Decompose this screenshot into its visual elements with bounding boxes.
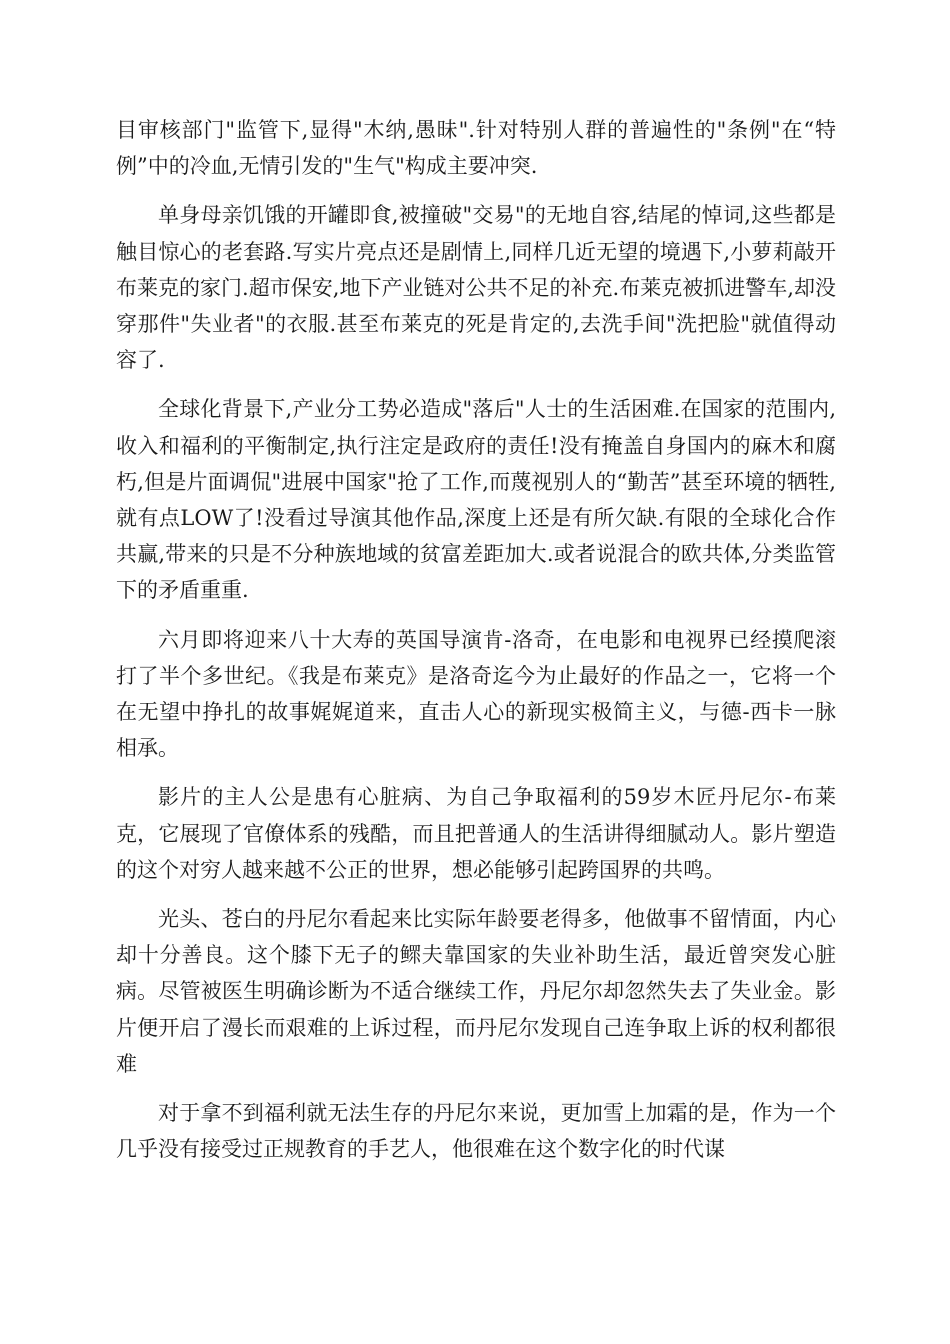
paragraph-5: 影片的主人公是患有心脏病、为自己争取福利的59岁木匠丹尼尔-布莱克，它展现了官僚体系的残酷，而且把普通人的生活讲得细腻动人。影片塑造的这个对穷人越来越不公正的世界，想必能够引起跨国界的共鸣。 [116, 785, 836, 882]
document-body [116, 112, 836, 1180]
paragraph-6: 光头、苍白的丹尼尔看起来比实际年龄要老得多，他做事不留情面，内心却十分善良。这个膝下无子的鳏夫靠国家的失业补助生活，最近曾突发心脏病。尽管被医生明确诊断为不适合继续工作，丹尼尔却忽然失去了失业金。影片便开启了漫长而艰难的上诉过程，而丹尼尔发现自己连争取上诉的权利都很难 [116, 907, 836, 1076]
paragraph-3: 全球化背景下,产业分工势必造成"落后"人士的生活困难.在国家的范围内,收入和福利的平衡制定,执行注定是政府的责任!没有掩盖自身国内的麻木和腐朽,但是片面调侃"进展中国家"抢了工作,而蔑视别人的“勤苦”甚至环境的牺牲,就有点LOW了!没看过导演其他作品,深度上还是有所欠缺.有限的全球化合作共赢,带来的只是不分种族地域的贫富差距加大.或者说混合的欧共体,分类监管下的矛盾重重. [116, 397, 836, 603]
paragraph-2: 单身母亲饥饿的开罐即食,被撞破"交易"的无地自容,结尾的悼词,这些都是触目惊心的老套路.写实片亮点还是剧情上,同样几近无望的境遇下,小萝莉敲开布莱克的家门.超市保安,地下产业链对公共不足的补充.布莱克被抓进警车,却没穿那件"失业者"的衣服.甚至布莱克的死是肯定的,去洗手间"洗把脸"就值得动容了. [116, 203, 836, 373]
paragraph-1: 目审核部门"监管下,显得"木纳,愚昧".针对特别人群的普遍性的"条例"在“特例”中的冷血,无情引发的"生气"构成主要冲突. [116, 118, 836, 179]
paragraph-4: 六月即将迎来八十大寿的英国导演肯-洛奇，在电影和电视界已经摸爬滚打了半个多世纪。《我是布莱克》是洛奇迄今为止最好的作品之一，它将一个在无望中挣扎的故事娓娓道来，直击人心的新现实极简主义，与德-西卡一脉相承。 [116, 627, 836, 761]
paragraph-7: 对于拿不到福利就无法生存的丹尼尔来说，更加雪上加霜的是，作为一个几乎没有接受过正规教育的手艺人，他很难在这个数字化的时代谋 [116, 1101, 836, 1162]
